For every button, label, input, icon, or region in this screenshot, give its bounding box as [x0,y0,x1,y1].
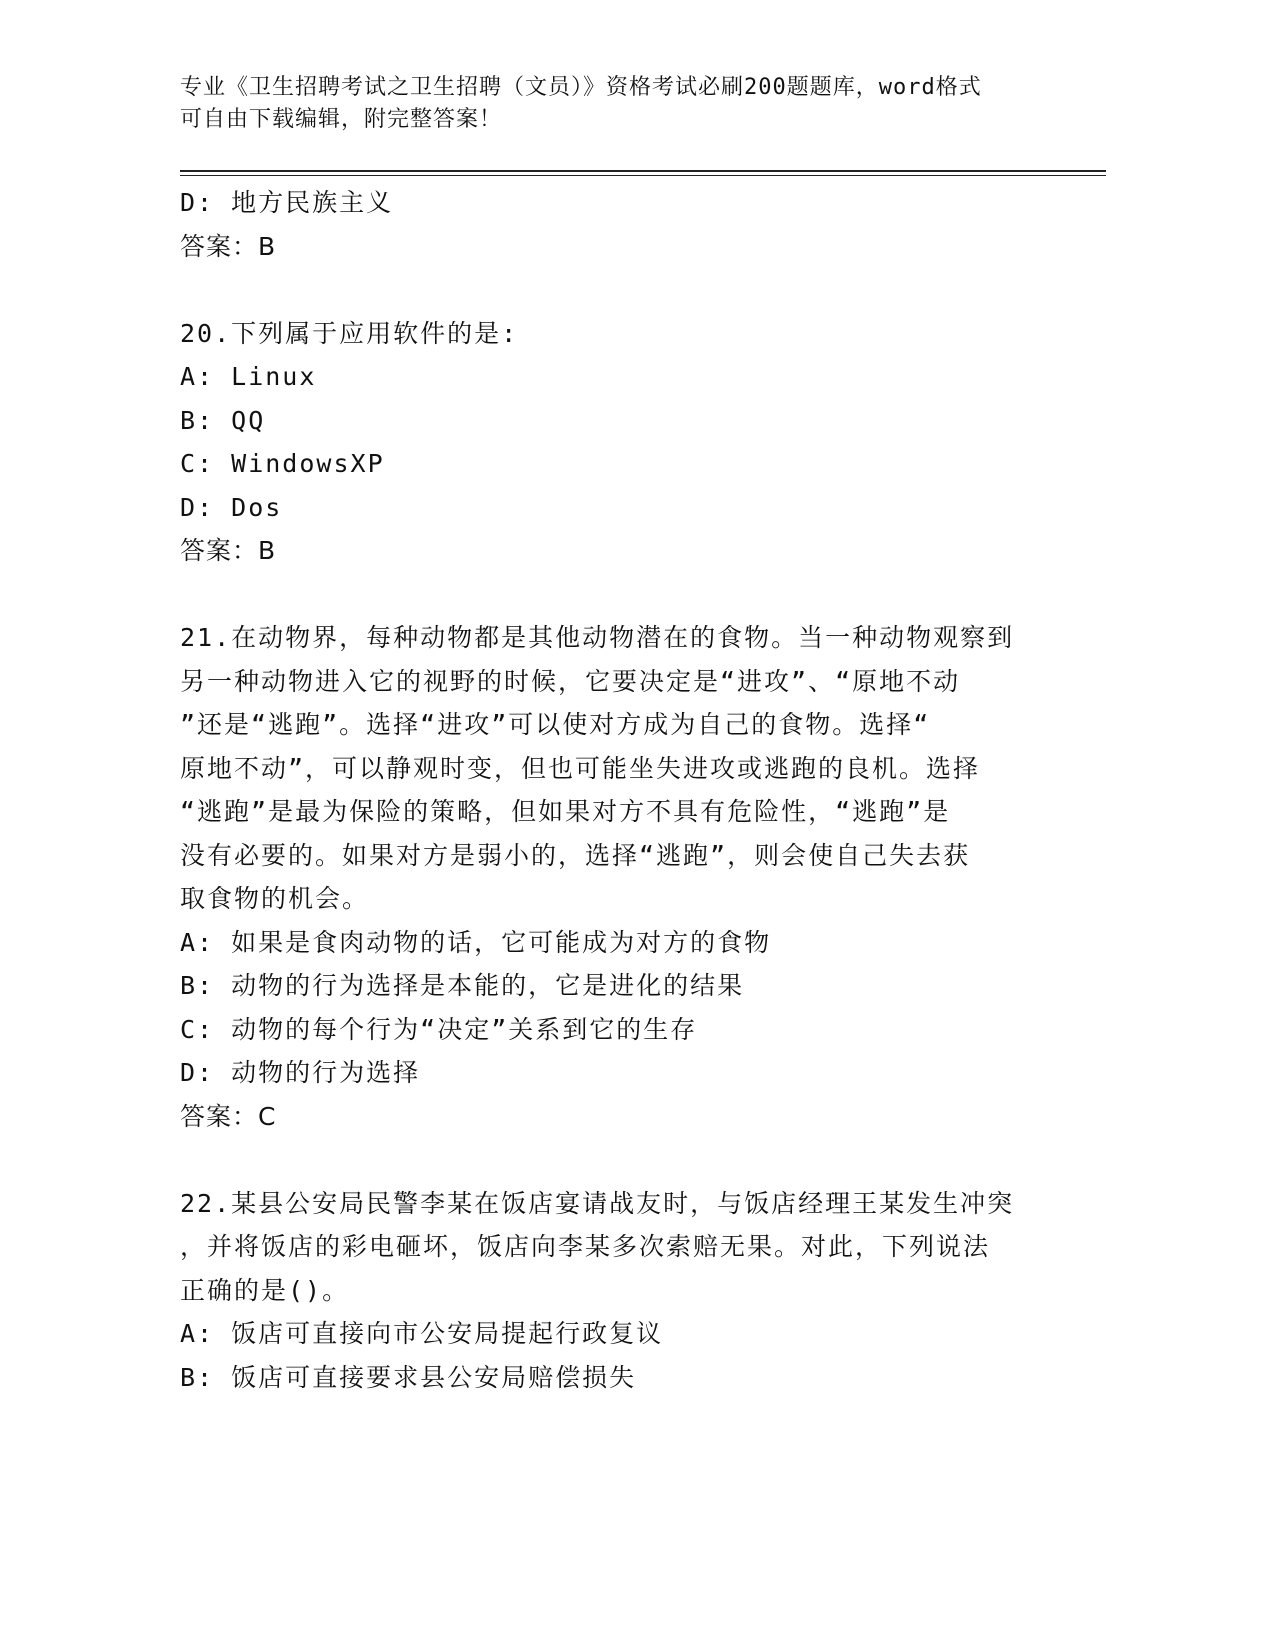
option-a: A: 如果是食肉动物的话，它可能成为对方的食物 [180,927,772,957]
question-stem-line: 22.某县公安局民警李某在饭店宴请战友时，与饭店经理王某发生冲突 [180,1188,1015,1218]
header-divider-thick [180,170,1106,172]
option-a: A: Linux [180,362,317,391]
spacer [180,1138,1040,1182]
question-stem: 20.下列属于应用软件的是: [180,318,519,348]
option-d: D: Dos [180,492,283,522]
document-body [180,181,1040,1399]
question-stem-line: “逃跑”是最为保险的策略，但如果对方不具有危险性，“逃跑”是 [180,797,951,826]
question-22 [180,1182,1040,1400]
question-stem-line: 取食物的机会。 [180,884,370,913]
option-d: D: 地方民族主义 [180,188,394,217]
answer-line: 答案：C [180,1101,277,1131]
question-19 [180,181,1040,268]
option-d: D: 动物的行为选择 [180,1058,421,1087]
spacer [180,268,1040,312]
question-stem-line: 21.在动物界，每种动物都是其他动物潜在的食物。当一种动物观察到 [180,623,1015,652]
option-b: B: QQ [180,405,266,435]
document-header [180,72,1040,136]
answer-line: 答案：B [180,536,277,565]
option-c: C: 动物的每个行为“决定”关系到它的生存 [180,1014,698,1044]
header-line-2: 可自由下载编辑，附完整答案！ [180,107,503,132]
option-b: B: 动物的行为选择是本能的，它是进化的结果 [180,971,745,1000]
question-stem-line: ，并将饭店的彩电砸坏，饭店向李某多次索赔无果。对此，下列说法 [180,1232,991,1261]
question-stem-line: 原地不动”，可以静观时变，但也可能坐失进攻或逃跑的良机。选择 [180,753,981,783]
question-21 [180,616,1040,1138]
question-stem-line: 正确的是()。 [180,1275,350,1305]
header-line-1: 专业《卫生招聘考试之卫生招聘（文员）》资格考试必刷200题题库，word格式 [180,75,982,100]
question-20 [180,312,1040,573]
question-stem-line: ”还是“逃跑”。选择“进攻”可以使对方成为自己的食物。选择“ [180,710,931,739]
spacer [180,573,1040,617]
header-divider-thin [180,175,1106,176]
answer-line: 答案：B [180,231,277,261]
option-a: A: 饭店可直接向市公安局提起行政复议 [180,1319,664,1348]
option-c: C: WindowsXP [180,449,385,478]
option-b: B: 饭店可直接要求县公安局赔偿损失 [180,1362,637,1392]
question-stem-line: 另一种动物进入它的视野的时候，它要决定是“进攻”、“原地不动 [180,666,961,696]
question-stem-line: 没有必要的。如果对方是弱小的，选择“逃跑”，则会使自己失去获 [180,840,971,870]
